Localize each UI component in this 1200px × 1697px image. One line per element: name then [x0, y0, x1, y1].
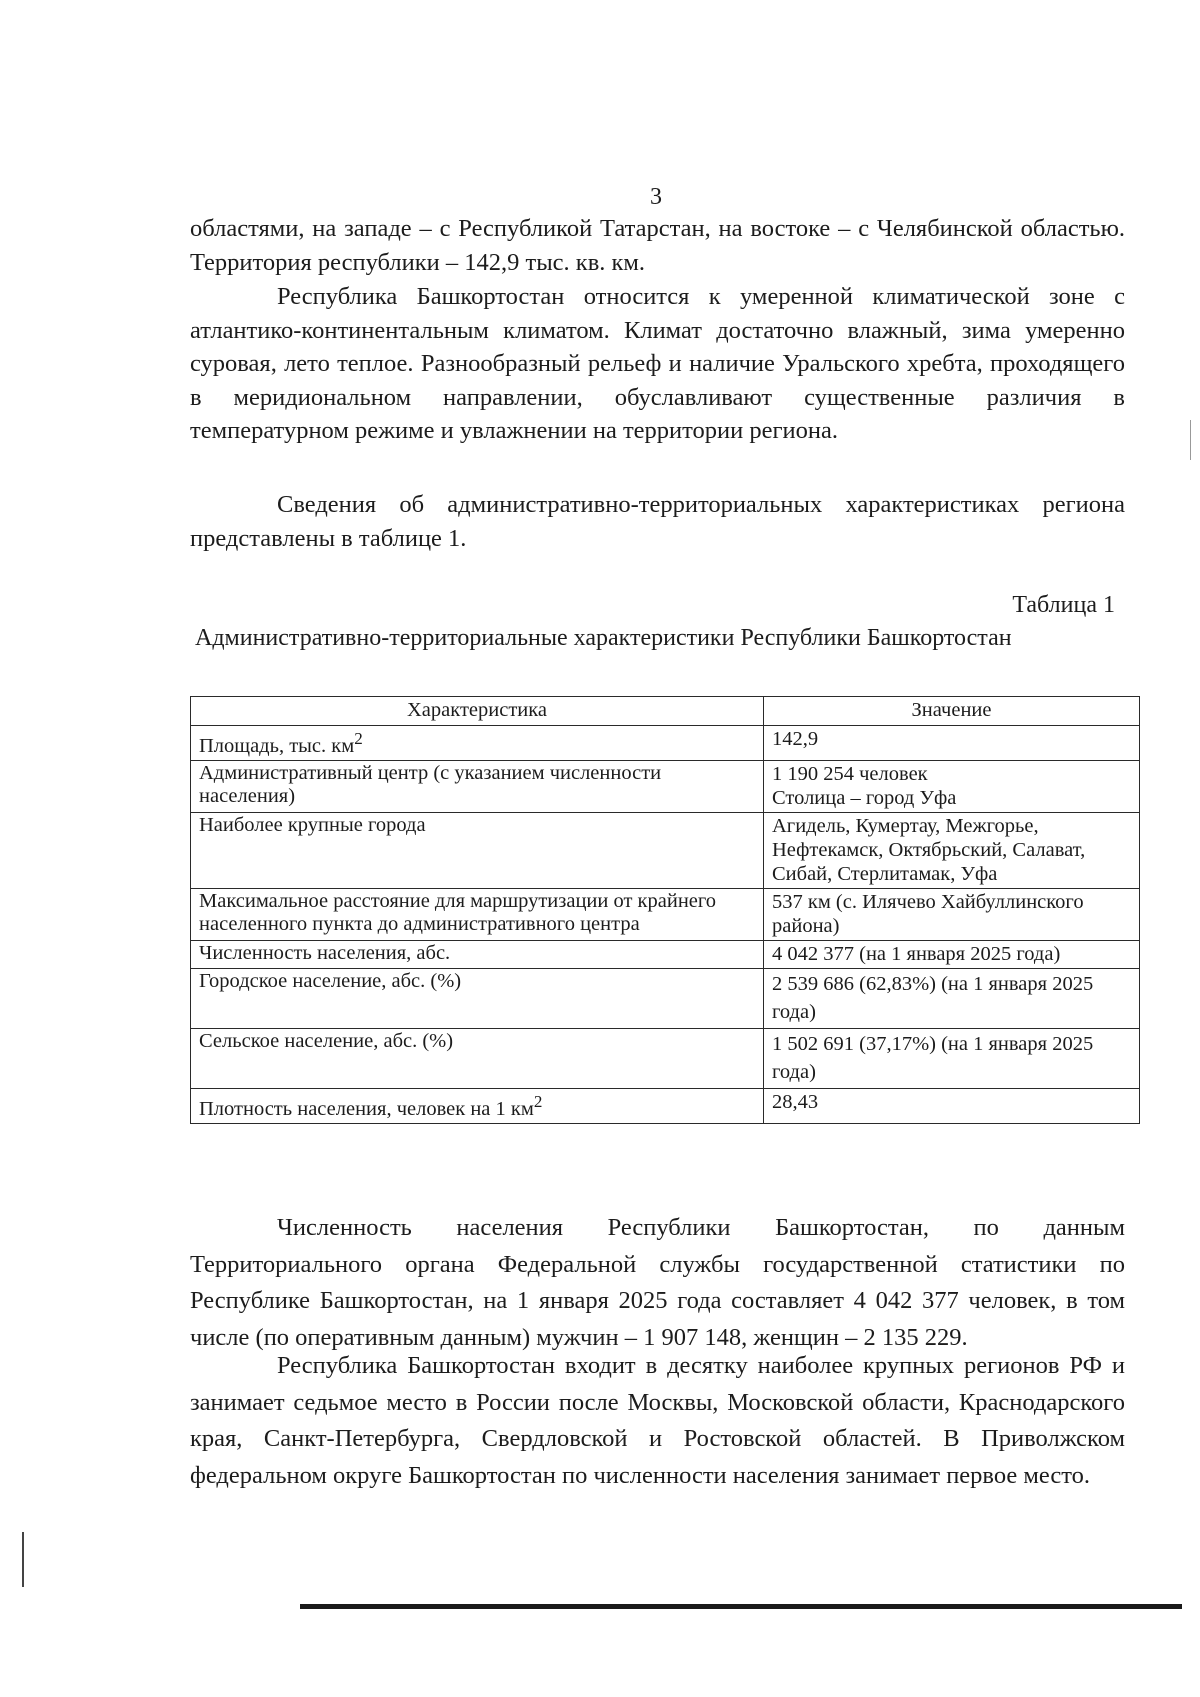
row-characteristic: Максимальное расстояние для маршрутизации от крайнего населенного пункта до административного центра — [191, 888, 764, 940]
row-value: 537 км (с. Илячево Хайбуллинского района) — [764, 888, 1140, 940]
row-characteristic: Плотность населения, человек на 1 $км^2$ — [191, 1088, 764, 1123]
paragraph-borders-area: областями, на западе – с Республикой Татарстан, на востоке – с Челябинской областью. Территория республики – 142,9 тыс. кв. км. — [190, 215, 1125, 276]
scan-edge-mark — [22, 1532, 24, 1587]
table-row — [191, 1028, 1140, 1088]
row-value: 1 190 254 человек Столица – город Уфа — [764, 760, 1140, 812]
header-characteristic: Характеристика — [191, 697, 764, 726]
row-characteristic: Городское население, абс. (%) — [191, 968, 764, 1028]
header-value: Значение — [764, 697, 1140, 726]
row-characteristic: Сельское население, абс. (%) — [191, 1028, 764, 1088]
characteristics-table — [190, 696, 1140, 1124]
bottom-rule — [300, 1604, 1182, 1609]
row-value: 142,9 — [764, 725, 1140, 760]
table-row — [191, 1088, 1140, 1123]
table-row — [191, 760, 1140, 812]
table-row — [191, 812, 1140, 888]
paragraph-table-intro: Сведения об административно-территориальных характеристиках региона представлены в таблице 1. — [190, 491, 1125, 552]
row-value: 1 502 691 (37,17%) (на 1 января 2025 года) — [764, 1028, 1140, 1088]
row-characteristic: Площадь, тыс. $км^2$ — [191, 725, 764, 760]
table-row — [191, 725, 1140, 760]
scan-edge-mark — [1190, 420, 1191, 460]
row-characteristic: Наиболее крупные города — [191, 812, 764, 888]
page-number: 3 — [650, 184, 662, 210]
table-title: Административно-территориальные характеристики Республики Башкортостан — [195, 625, 1012, 651]
row-value: Агидель, Кумертау, Межгорье, Нефтекамск, Октябрьский, Салават, Сибай, Стерлитамак, Уфа — [764, 812, 1140, 888]
table-row — [191, 940, 1140, 968]
table-header-row — [191, 697, 1140, 726]
row-value: 4 042 377 (на 1 января 2025 года) — [764, 940, 1140, 968]
paragraph-population: Численность населения Республики Башкортостан, по данным Территориального органа Федеральной службы государственной статистики по Республике Башкортостан, на 1 января 2025 года составляет 4 042 377 человек, в том числе (по оперативным данным) мужчин – 1 907 148, женщин – 2 135 229. — [190, 1214, 1125, 1351]
table-row — [191, 968, 1140, 1028]
paragraph-climate: Республика Башкортостан относится к умеренной климатической зоне с атлантико-континентальным климатом. Климат достаточно влажный, зима умеренно суровая, лето теплое. Разнообразный рельеф и наличие Уральского хребта, проходящего в меридиональном направлении, обуславливают существенные различия в температурном режиме и увлажнении на территории региона. — [190, 283, 1125, 444]
row-characteristic: Административный центр (с указанием численности населения) — [191, 760, 764, 812]
row-value: 28,43 — [764, 1088, 1140, 1123]
table-label: Таблица 1 — [1012, 592, 1115, 618]
table-row — [191, 888, 1140, 940]
row-value: 2 539 686 (62,83%) (на 1 января 2025 года) — [764, 968, 1140, 1028]
row-characteristic: Численность населения, абс. — [191, 940, 764, 968]
paragraph-ranking: Республика Башкортостан входит в десятку наиболее крупных регионов РФ и занимает седьмое место в России после Москвы, Московской области, Краснодарского края, Санкт-Петербурга, Свердловской и Ростовской областей. В Приволжском федеральном округе Башкортостан по численности населения занимает первое место. — [190, 1352, 1125, 1489]
